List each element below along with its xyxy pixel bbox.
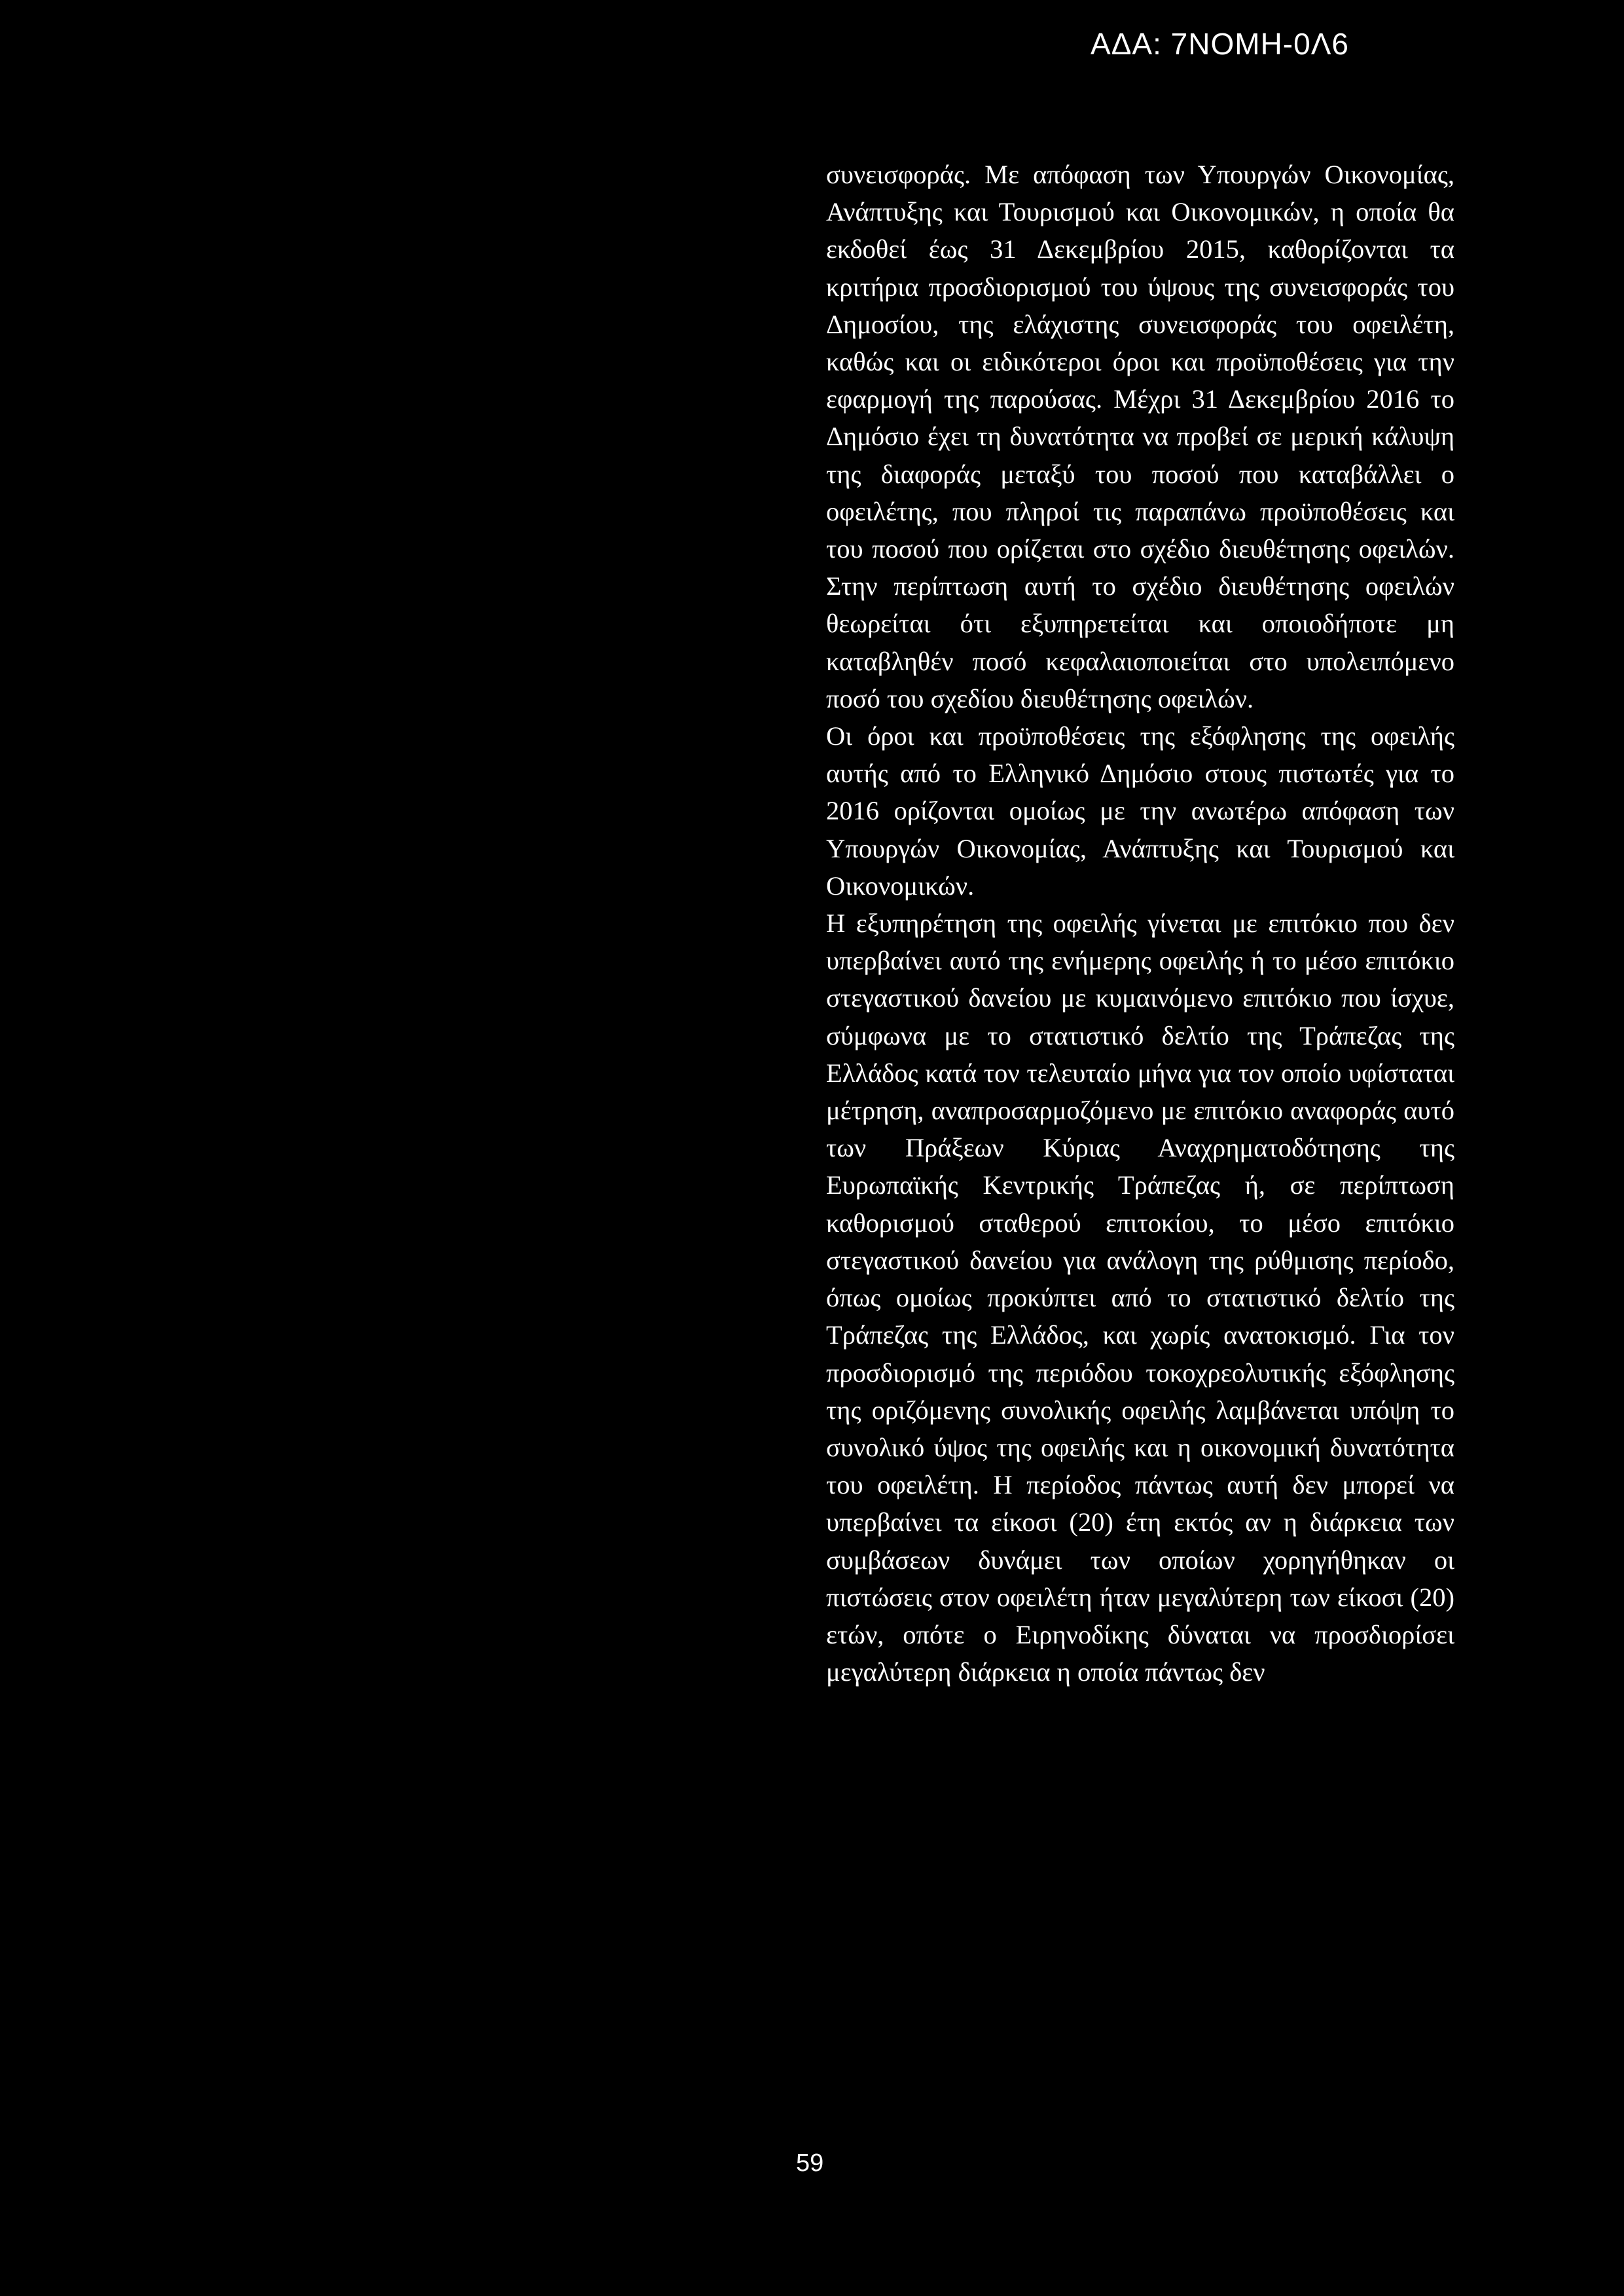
paragraph-terms: Οι όροι και προϋποθέσεις της εξόφλησης της οφειλής αυτής από το Ελληνικό Δημόσιο στους πιστωτές για το 2016 ορίζονται ομοίως με την ανωτέρω απόφαση των Υπουργών Οικονομίας, Ανάπτυξης και Τουρισμού και Οικονομικών.	[826, 721, 1454, 901]
paragraph-contribution: συνεισφοράς. Με απόφαση των Υπουργών Οικονομίας, Ανάπτυξης και Τουρισμού και Οικονομικών, η οποία θα εκδοθεί έως 31 Δεκεμβρίου 2015, καθορίζονται τα κριτήρια προσδιορισμού του ύψους της συνεισφοράς του Δημοσίου, της ελάχιστης συνεισφοράς του οφειλέτη, καθώς και οι ειδικότεροι όροι και προϋποθέσεις για την εφαρμογή της παρούσας. Μέχρι 31 Δεκεμβρίου 2016 το Δημόσιο έχει τη δυνατότητα να προβεί σε μερική κάλυψη της διαφοράς μεταξύ του ποσού που καταβάλλει ο οφειλέτης, που πληροί τις παραπάνω προϋποθέσεις και του ποσού που ορίζεται στο σχέδιο διευθέτησης οφειλών. Στην περίπτωση αυτή το σχέδιο διευθέτησης οφειλών θεωρείται ότι εξυπηρετείται και οποιοδήποτε μη καταβληθέν ποσό κεφαλαιοποιείται στο υπολειπόμενο ποσό του σχεδίου διευθέτησης οφειλών.	[826, 160, 1454, 713]
document-body	[826, 156, 1454, 1691]
page-number: 59	[796, 2149, 824, 2177]
ada-code-header: ΑΔΑ: 7ΝΟΜΗ-0Λ6	[1091, 27, 1349, 61]
paragraph-interest: Η εξυπηρέτηση της οφειλής γίνεται με επιτόκιο που δεν υπερβαίνει αυτό της ενήμερης οφειλής ή το μέσο επιτόκιο στεγαστικού δανείου με κυμαινόμενο επιτόκιο που ίσχυε, σύμφωνα με το στατιστικό δελτίο της Τράπεζας της Ελλάδος κατά τον τελευταίο μήνα για τον οποίο υφίσταται μέτρηση, αναπροσαρμοζόμενο με επιτόκιο αναφοράς αυτό των Πράξεων Κύριας Αναχρηματοδότησης της Ευρωπαϊκής Κεντρικής Τράπεζας ή, σε περίπτωση καθορισμού σταθερού επιτοκίου, το μέσο επιτόκιο στεγαστικού δανείου για ανάλογη της ρύθμισης περίοδο, όπως ομοίως προκύπτει από το στατιστικό δελτίο της Τράπεζας της Ελλάδος, και χωρίς ανατοκισμό. Για τον προσδιορισμό της περιόδου τοκοχρεολυτικής εξόφλησης της οριζόμενης συνολικής οφειλής λαμβάνεται υπόψη το συνολικό ύψος της οφειλής και η οικονομική δυνατότητα του οφειλέτη. Η περίοδος πάντως αυτή δεν μπορεί να υπερβαίνει τα είκοσι (20) έτη εκτός αν η διάρκεια των συμβάσεων δυνάμει των οποίων χορηγήθηκαν οι πιστώσεις στον οφειλέτη ήταν μεγαλύτερη των είκοσι (20) ετών, οπότε ο Ειρηνοδίκης δύναται να προσδιορίσει μεγαλύτερη διάρκεια η οποία πάντως δεν	[826, 908, 1454, 1687]
